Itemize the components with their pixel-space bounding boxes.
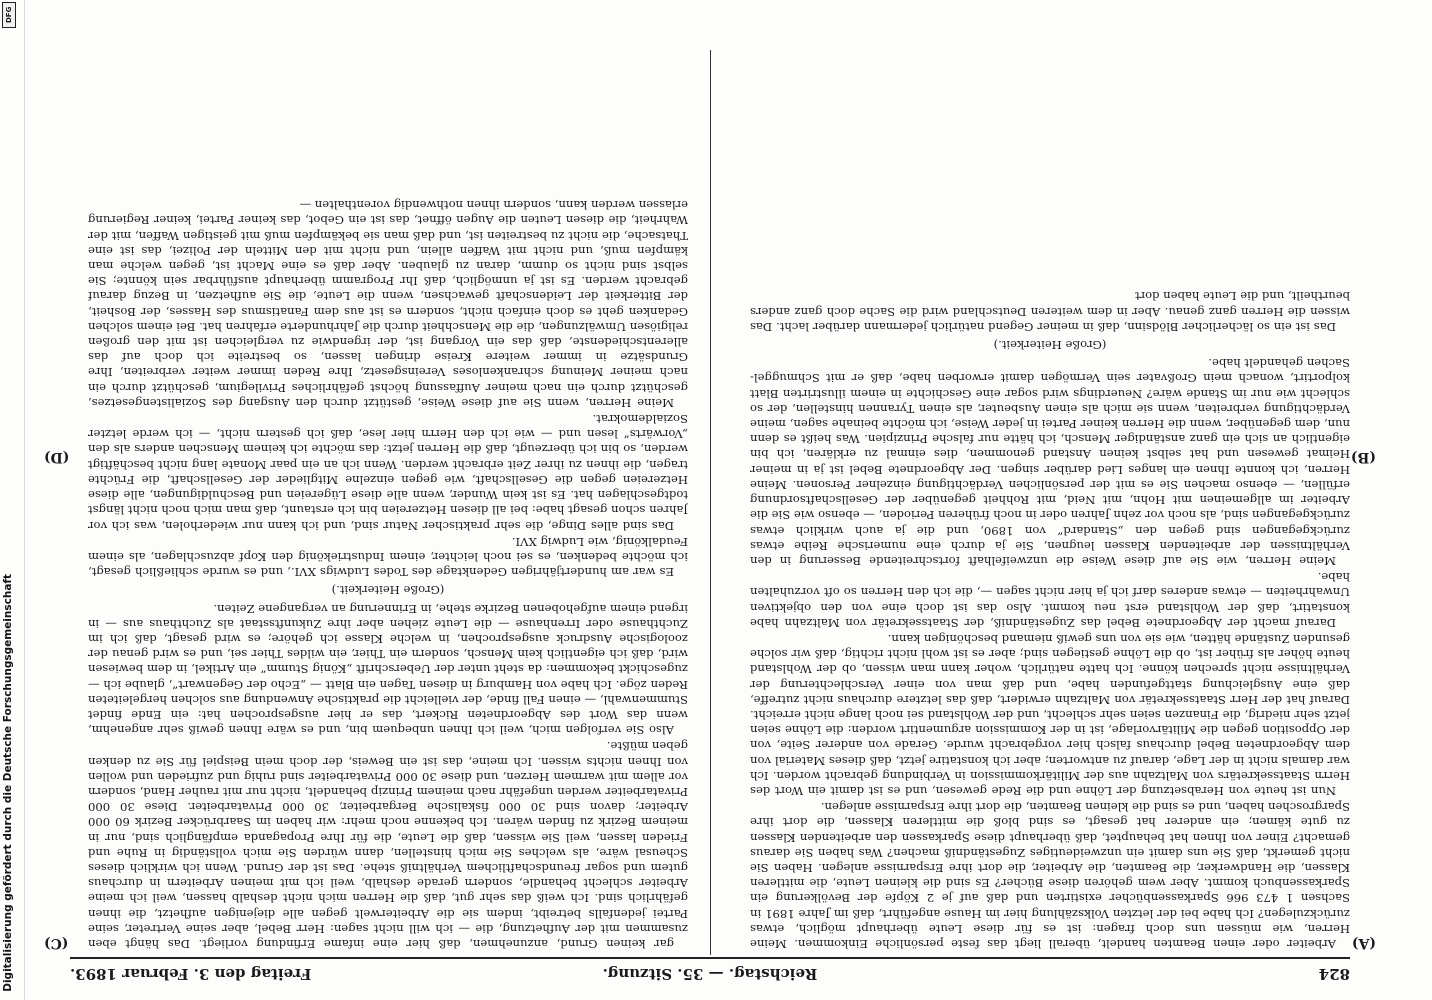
header-rule (70, 957, 1350, 959)
column-divider (710, 50, 711, 955)
sidebar-divider (24, 0, 25, 1000)
rotated-page-content (44, 50, 1376, 985)
margin-marker-d: (D) (44, 449, 70, 465)
header-title: Reichstag. — 35. Sitzung. (602, 965, 818, 983)
right-column (88, 56, 688, 951)
paragraph: Darauf macht der Abgeordnete Bebel das Zugeständniß, der Staatssekretär von Maltzahn habe konstatirt, daß der Wohlstand erst neu kommt. Also das ist doch eine von den objektiven Unwahrheiten — etwas anderes darf ich ja hier nicht sagen —, die ich den Herren so oft vorzuhalten habe. (750, 570, 1350, 630)
paragraph: Das ist ein so lächerlicher Blödsinn, daß in meiner Gegend natürlich jedermann darüber lacht. Das wissen die Herren ganz genau. Aber in dem weiteren Deutschland wird die Sache doch ganz anders beurtheilt, und die Leute haben dort (750, 289, 1350, 334)
digitization-credit: Digitalisierung gefördert durch die Deutsche Forschungsgemeinschaft (2, 574, 14, 992)
stage-direction: (Große Heiterkeit.) (331, 583, 445, 598)
paragraph: gar keinen Grund, anzunehmen, daß hier eine infame Erfindung vorliegt. Das hängt eben zusammen mit der Aufhetzung, die — ich will nicht sagen: Herr Bebel, aber seine Vertreter, seine Partei jedenfalls betreibt, indem sie die Arbeiterwelt gegen alle diejenigen aufhetzt, die ihnen gefährlich sind. Ich weiß das sehr gut, daß die Herren mich nicht deshalb hassen, weil ich meine Arbeiter schlecht behandle, sondern gerade deshalb, weil ich mit meinen Arbeitern in durchaus gutem und sogar freundschaftlichem Verhältniß stehe. Das ist der Grund. Wenn ich wirklich dieses Scheusal wäre, als welches Sie mich hinstellen, dann würden Sie mich vollständig in Ruhe und Frieden lassen, weil Sie wissen, daß die Leute, die für Ihre Propaganda empfänglich sind, nur in meinem Bezirk zu finden wären. Ich bekenne noch mehr: wir haben im Saarbrücker Bezirk 60 000 Arbeiter; davon sind 30 000 fiskalische Bergarbeiter, 30 000 Privatarbeiter. Diese 30 000 Privatarbeiter werden ungefähr nach meinem Prinzip behandelt, nicht nur mit rauher Hand, sondern vor allem mit warmem Herzen, und diese 30 000 Privatarbeiter sind ruhig und zufrieden und wollen von Ihnen nichts wissen. Ich meine, das ist ein Beweis, der doch mein Beispiel für Sie zu denken geben müßte. (88, 739, 688, 951)
paragraph: Meine Herren, wenn Sie auf diese Weise, gestützt durch den Ausgang des Sozialistengesetzes, geschützt durch ein nach meiner Auffassung höchst gefährliches Privilegium, geschützt durch ein nach meiner Meinung schrankenloses Vereinsgesetz, Ihre Reden immer weiter verbreiten, Ihre Grundsätze in immer weitere Kreise dringen lassen, so bestreite ich doch auf das allerentschiedenste, daß das ein Vorgang ist, der irgendwie zu vergleichen ist mit den großen religiösen Umwälzungen, die die Menschheit durch die Jahrhunderte erfahren hat. Bei einem solchen Gedanken geht es doch einfach nicht, sondern es ist aus dem Fanatismus des Hasses, der Bosheit, der Bitterkeit der Leidenschaft gewachsen, wenn die Leute, die Sie aufhetzen, in Bezug darauf gebracht werden. Es ist ja unmöglich, daß Ihr Programm überhaupt ausführbar sein könnte; Sie selbst sind nicht so dumm, daran zu glauben. Aber daß es eine Macht ist, gegen welche man kämpfen muß, und nicht mit Waffen allein, und nicht mit den Mitteln der Polizei, das ist eine Thatsache, die nicht zu bestreiten ist, und daß man sie bekämpfen muß mit geistigen Waffen, mit der Wahrheit, die diesen Leuten die Augen öffnet, das ist ein Gebot, das keiner Partei, keiner Regierung erlassen werden kann, sondern ihnen nothwendig vorenthalten — (88, 198, 688, 410)
paragraph: Also Sie verfolgen mich, weil ich Ihnen unbequem bin, und es wäre Ihnen gewiß sehr angenehm, wenn das Wort des Abgeordneten Rickert, das er hier ausgesprochen hat: ein Ende findet Stummenwahl, — einen Fall finde, der vielleicht die praktische Anwendung aus solchen hergeleiteten Reden zöge. Ich habe von Hamburg in diesen Tagen ein Blatt — „Echo der Gegenwart“, glaube ich — zugeschickt bekommen: da steht unter der Ueberschrift „König Stumm“ ein Artikel, in dem bewiesen wird, daß ich eigentlich kein Mensch, sondern ein Thier, ein wildes Thier sei, und es wird genau der zoologische Ausdruck ausgesprochen, in welche Klasse ich gehöre; es wird gesagt, daß ich im Zuchthause oder Irrenhause — die Leute ziehen aber ihre Zukunftsstaat als Zuchthaus aus — in irgend einem aufgehobenen Bezirke stehe, in Erinnerung an vergangene Zeiten. (88, 601, 688, 738)
margin-marker-b: (B) (1350, 449, 1376, 465)
left-column (750, 56, 1350, 951)
stage-direction: (Große Heiterkeit.) (993, 338, 1107, 353)
digitization-sidebar (0, 0, 18, 1000)
paragraph: Das sind alles Dinge, die sehr praktischer Natur sind, und ich kann nur wiederholen, was ich vor Jahren schon gesagt habe: bei all diesen Hetzereien bin ich erstaunt, daß man mich noch nicht längst todtgeschlagen hat. Es ist kein Wunder, wenn alle diese Lügereien und Beschuldigungen, alle diese Hetzereien gegen die Gesellschaft, wie gegen einzelne Mitglieder der Gesellschaft, die Früchte tragen, die ihnen zu ihrer Zeit erbracht werden. Wenn ich an ein paar Monate lang nicht beschäftigt werden, so bin ich überzeugt, daß die Herren jetzt: das möchte ich keinem Menschen anders als den „Vorwärts“ lesen und — wie ich den Herrn hier lese, daß ich gestern nicht, — ich werde letzter Sozialdemokrat. (88, 412, 688, 533)
page-header (70, 961, 1350, 985)
paragraph: Es war am hundertjährigen Gedenktage des Todes Ludwigs XVI., und es wurde schließlich gesagt, ich möchte bedenken, es sei noch leichter, einem Industriekönig den Kopf abzuschlagen, als einem Feudalkönig, wie Ludwig XVI. (88, 534, 688, 580)
header-date: Freitag den 3. Februar 1893. (70, 965, 312, 983)
page-number: 824 (1318, 965, 1350, 983)
margin-marker-a: (A) (1351, 935, 1376, 951)
margin-marker-c: (C) (44, 935, 69, 951)
dfg-logo: DFG (2, 2, 16, 28)
paragraph: Meine Herren, wie Sie auf diese Weise die unzweifelhaft fortschreitende Besserung in den Verhältnissen der arbeitenden Klassen leugnen, Sie ja durch eine numerische Reihe etwas zurückgegangen sind gegen den „Standard“ von 1890, und die ja auch wirklich etwas zurückgegangen sind, als noch vor zehn Jahren oder in noch früheren Perioden, — ebenso wie Sie die Arbeiter im allgemeinen mit Hohn, mit Neid, mit Rohheit gegenüber der Gesellschaftsordnung erfüllen, — ebenso machen Sie es mit der persönlichen Verdächtigung einzelner Personen. Meine Herren, ich konnte Ihnen ein langes Lied darüber singen. Der Abgeordnete Bebel ist ja in meiner Heimat gewesen und hat selbst keinen Anstand genommen, dies einmal zu erklären, ich bin eigentlich an sich ein ganz anständiger Mensch, ich hätte nur falsche Prinzipien. Was heißt es denn nun, dem gegenüber, wenn die Herren keiner Partei in jeder Weise, ich möchte beinahe sagen, meine Verdächtigung verbreiten, wenn sie mich als einen Ausbeuter, als einen Tyrannen hinstellen, der so schlecht wie nur im Stande wäre? Neuerdings wird sogar eine Geschichte in einem illustrirten Blatt kolportirt, wonach mein Großvater sein Vermögen damit erworben habe, daß er mit Schmuggel-Sachen gehandelt habe. (750, 356, 1350, 568)
paragraph: Nun ist heute von Herabsetzung der Löhne und die Rede gewesen, und es ist damit ein Wort des Herrn Staatssekretärs von Maltzahn aus der Militärkommission in Verbindung gebracht worden. Ich war damals nicht in der Lage, darauf zu antworten; aber ich konstatire jetzt, daß dieses Material von dem Abgeordneten Bebel durchaus falsch hier vorgebracht wurde. Gerade von anderer Seite, von der Opposition gegen die Militärvorlage, ist in der Kommission argumentirt worden: die Löhne seien jetzt sehr niedrig, die Finanzen seien sehr schlecht, und der Wohlstand sei noch lange nicht erreicht. Darauf hat der Herr Staatssekretär von Maltzahn erwidert, daß das letztere durchaus nicht zutreffe, daß eine Ausgleichung stattgefunden habe, und daß man von einer Verschlechterung der Verhältnisse nicht sprechen könne. Ich hatte natürlich, woher kann man wissen, ob der Wohlstand heute höher als früher ist, ob die Löhne gestiegen sind; aber es ist wohl nicht richtig, daß wir solche gesunden Zustände hätten, wie sie von uns gewiß niemand beschönigen kann. (750, 631, 1350, 798)
paragraph: Arbeiter oder einen Beamten handelt, überall liegt das feste persönliche Einkommen. Meine Herren, wie müssen uns doch fragen: ist es für diese Leute überhaupt möglich, etwas zurückzulegen? Ich habe bei der letzten Volkszählung hier im Hause angeführt, daß im Jahre 1891 in Sachsen 1 473 966 Sparkassenbücher existirten und daß auf je 2 Köpfe der Bevölkerung ein Sparkassenbuch kommt. Aber wem gehören diese Bücher? Es sind die kleinen Leute, die mittleren Klassen, die Handwerker, die Beamten, die Arbeiter, die dort ihre Ersparnisse anlegen. Haben Sie nicht gemerkt, daß Sie uns damit ein unzweideutiges Zugeständniß machen? Was haben Sie daraus gemacht? Einer von Ihnen hat behauptet, daß überhaupt diese Sparkassen den arbeitenden Klassen zu gute kämen; ein anderer hat gesagt, es sind bloß die mittleren Klassen, die dort ihre Spargroschen haben, und es sind die kleinen Beamten, die dort ihre Ersparnisse anlegen. (750, 800, 1350, 951)
